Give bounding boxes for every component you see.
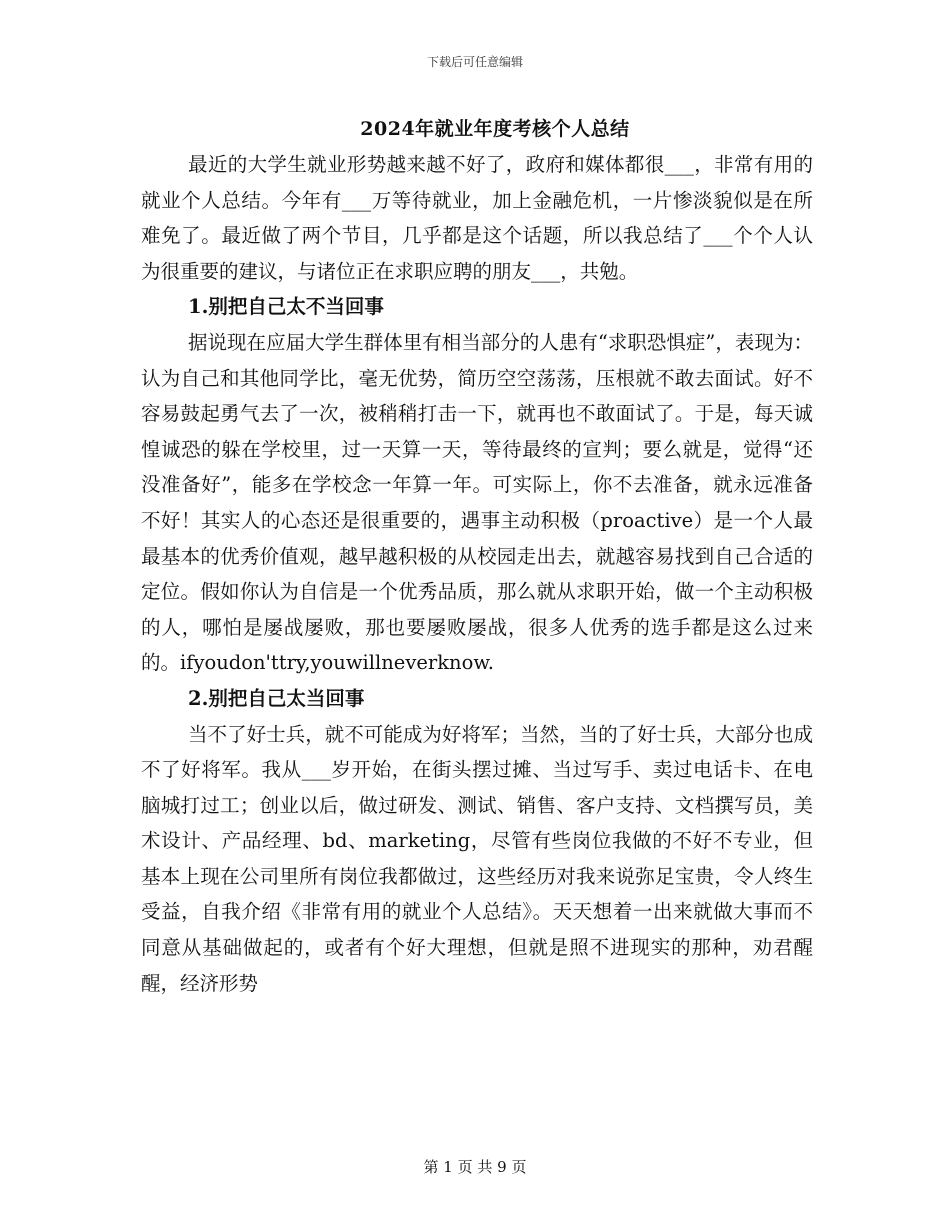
document-title: 2024年就业年度考核个人总结: [360, 118, 630, 140]
section-heading-1: 1.别把自己太不当回事: [188, 295, 384, 319]
page-header-note: 下载后可任意编辑: [426, 55, 523, 69]
document-body: [141, 147, 813, 1001]
section-paragraph-2: 当不了好士兵，就不可能成为好将军；当然，当的了好士兵，大部分也成不了好将军。我从___岁开始，在街头摆过摊、当过写手、卖过电话卡、在电脑城打过工；创业以后，做过研发、测试、销售、客户支持、文档撰写员，美术设计、产品经理、bd、marketing，尽管有些岗位我做的不好不专业，但基本上现在公司里所有岗位我都做过，这些经历对我来说弥足宝贵，令人终生受益，自我介绍《非常有用的就业个人总结》。天天想着一出来就做大事而不同意从基础做起的，或者有个好大理想，但就是照不进现实的那种，劝君醒醒，经济形势: [141, 722, 813, 995]
section-paragraph-1: 据说现在应届大学生群体里有相当部分的人患有“求职恐惧症”，表现为：认为自己和其他同学比，毫无优势，简历空空荡荡，压根就不敢去面试。好不容易鼓起勇气去了一次，被稍稍打击一下，就再也不敢面试了。于是，每天诚惶诚恐的躲在学校里，过一天算一天，等待最终的宣判；要么就是，觉得“还没准备好”，能多在学校念一年算一年。可实际上，你不去准备，就永远准备不好！其实人的心态还是很重要的，遇事主动积极（proactive）是一个人最最基本的优秀价值观，越早越积极的从校园走出去，就越容易找到自己合适的定位。假如你认为自信是一个优秀品质，那么就从求职开始，做一个主动积极的人，哪怕是屡战屡败，那也要屡败屡战，很多人优秀的选手都是这么过来的。ifyoudon'ttry,youwillneverknow.: [141, 330, 813, 675]
intro-paragraph: 最近的大学生就业形势越来越不好了，政府和媒体都很___，非常有用的就业个人总结。今年有___万等待就业，加上金融危机，一片惨淡貌似是在所难免了。最近做了两个节目，几乎都是这个话题，所以我总结了___个个人认为很重要的建议，与诸位正在求职应聘的朋友___，共勉。: [141, 153, 813, 283]
section-heading-2: 2.别把自己太当回事: [188, 686, 365, 710]
page-footer-pagination: 第 1 页 共 9 页: [423, 1158, 527, 1176]
